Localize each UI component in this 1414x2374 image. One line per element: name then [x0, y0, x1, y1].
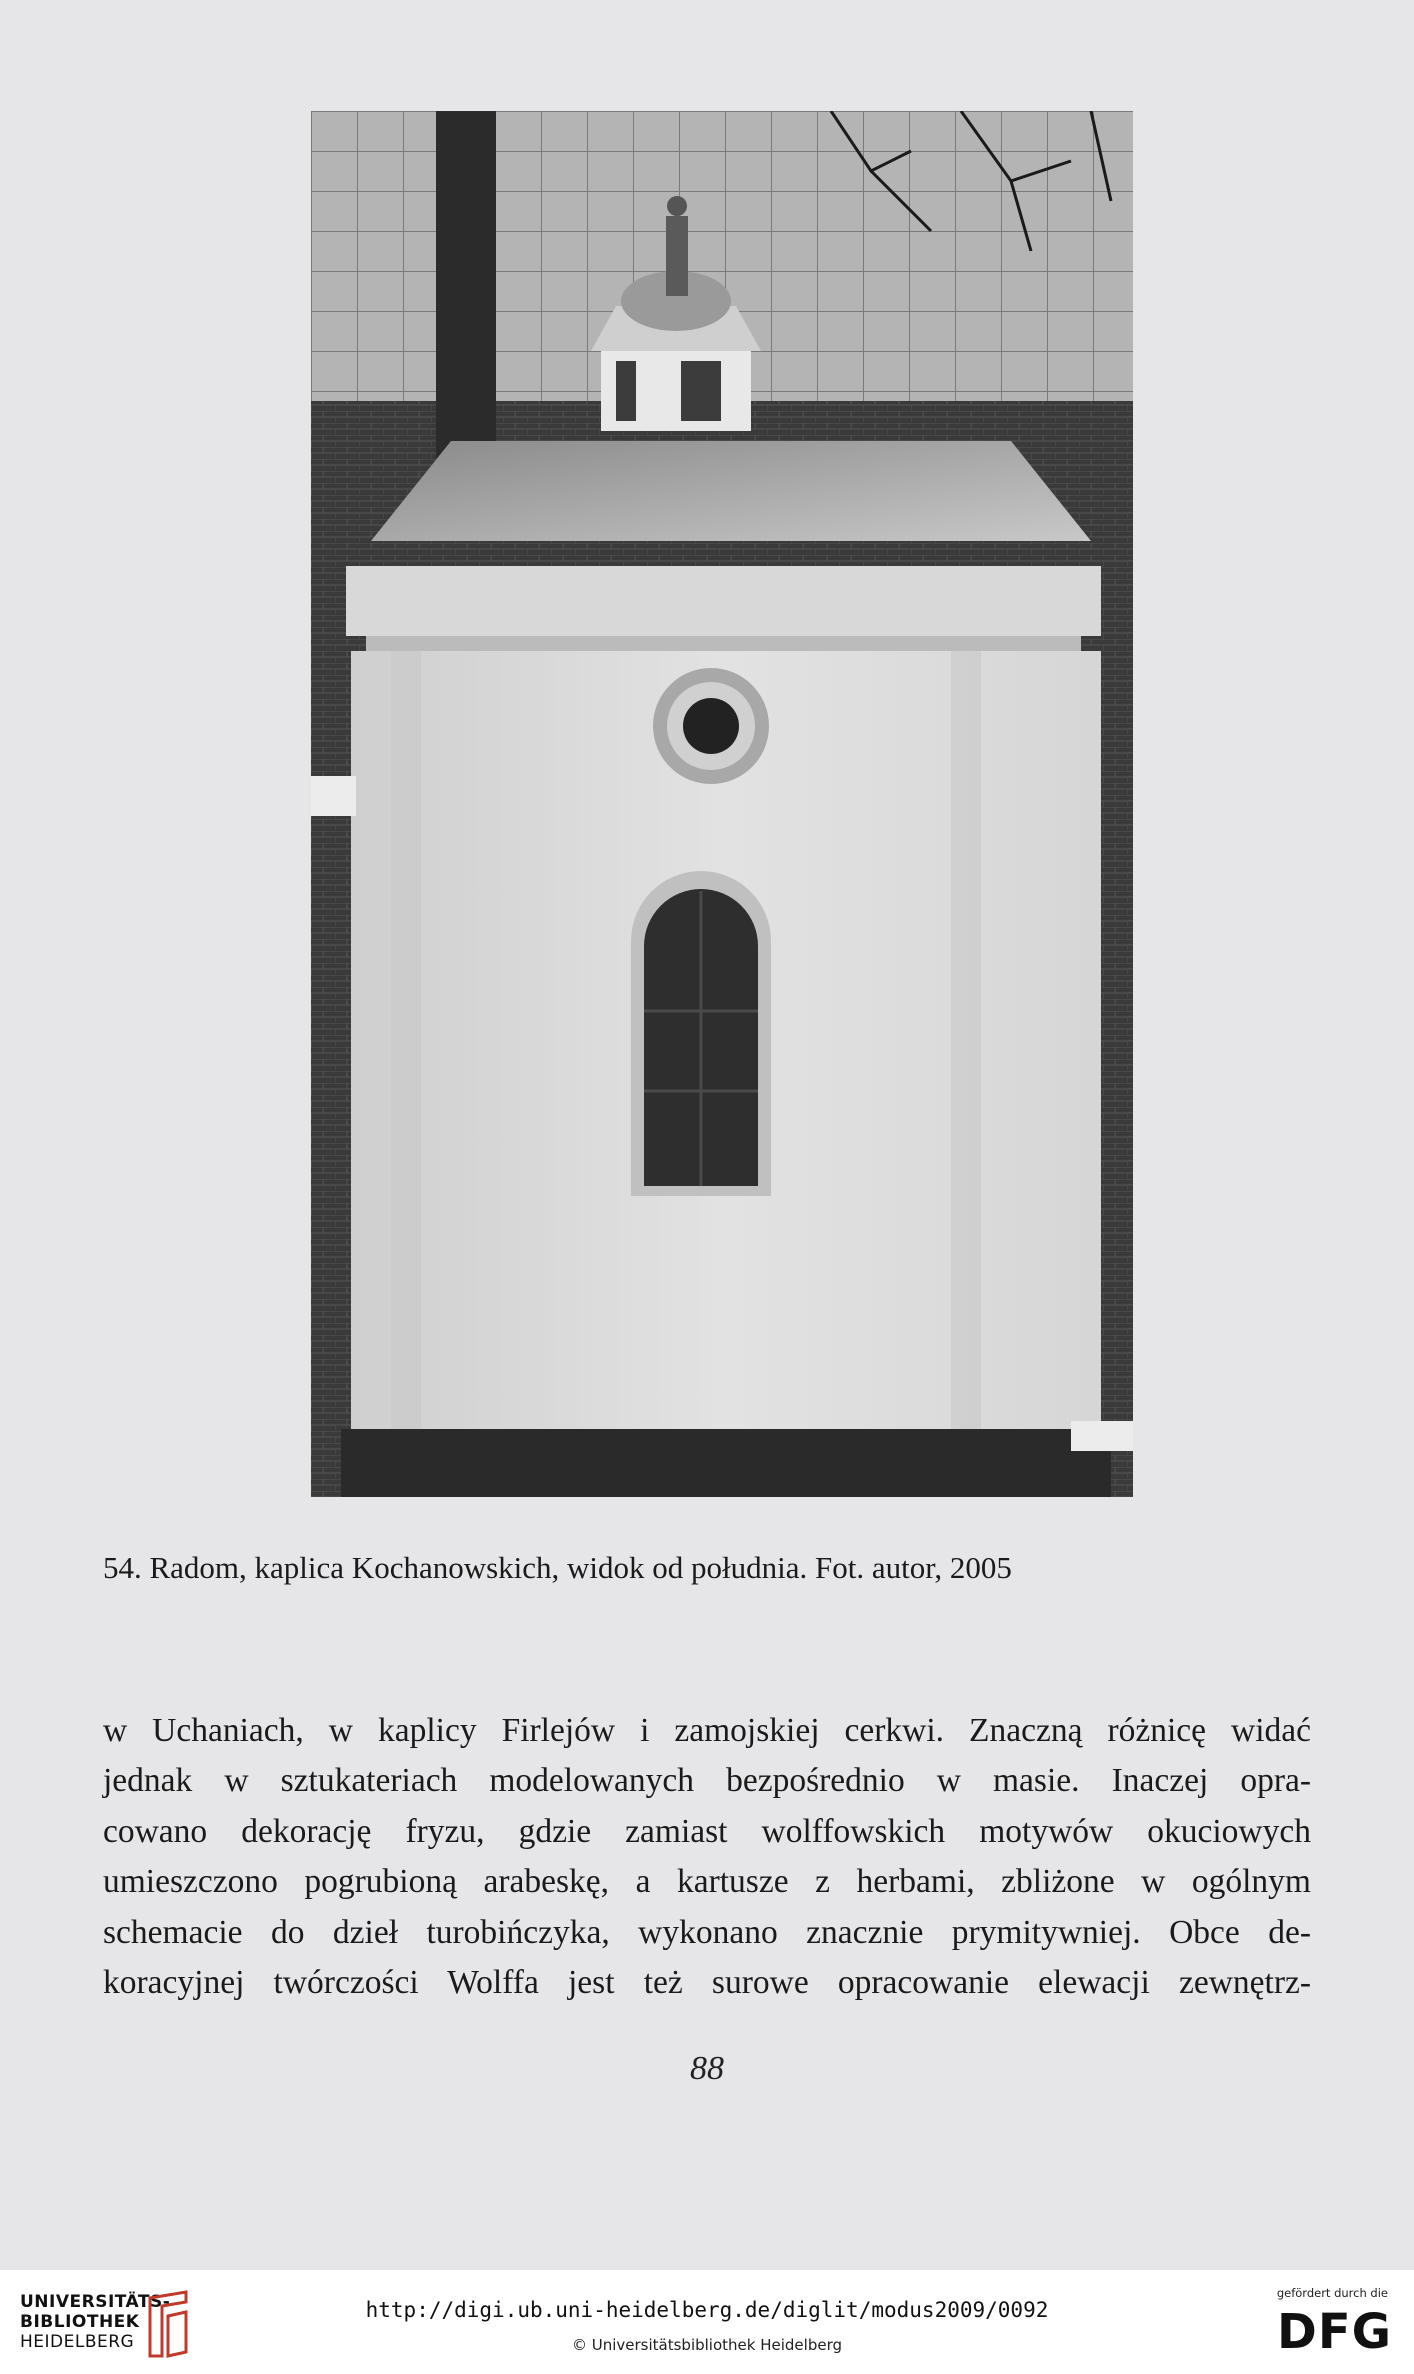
page-number: 88	[690, 2050, 724, 2087]
text-line: koracyjnej twórczości Wolffa jest też surowe opracowanie elewacji zewnętrz-	[103, 1963, 1311, 2001]
library-name-line2: BIBLIOTHEK	[20, 2312, 140, 2332]
body-paragraph	[103, 1706, 1311, 2008]
footer-bar	[0, 2270, 1414, 2374]
text-line: cowano dekorację fryzu, gdzie zamiast wolffowskich motywów okuciowych	[103, 1812, 1311, 1850]
text-line: schemacie do dzieł turobińczyka, wykonano znacznie prymitywniej. Obce de-	[103, 1913, 1311, 1951]
document-url-link[interactable]: http://digi.ub.uni-heidelberg.de/diglit/modus2009/0092	[365, 2298, 1049, 2322]
text-line: w Uchaniach, w kaplicy Firlejów i zamojskiej cerkwi. Znaczną różnicę widać	[103, 1712, 1311, 1749]
copyright-notice: © Universitätsbibliothek Heidelberg	[571, 2336, 842, 2354]
figure-caption: 54. Radom, kaplica Kochanowskich, widok od południa. Fot. autor, 2005	[103, 1550, 1012, 1585]
dfg-logo: DFG	[1276, 2304, 1392, 2360]
chapel-photo-drawing	[311, 111, 1133, 1497]
text-line: jednak w sztukateriach modelowanych bezpośrednio w masie. Inaczej opra-	[103, 1762, 1311, 1800]
funded-by-label: gefördert durch die	[1276, 2286, 1388, 2300]
text-line: umieszczono pogrubioną arabeskę, a kartusze z herbami, zbliżone w ogólnym	[103, 1863, 1311, 1901]
library-name-line1: UNIVERSITÄTS-	[20, 2292, 171, 2312]
chapel-photograph	[311, 111, 1133, 1497]
library-name-line3: HEIDELBERG	[20, 2332, 135, 2352]
